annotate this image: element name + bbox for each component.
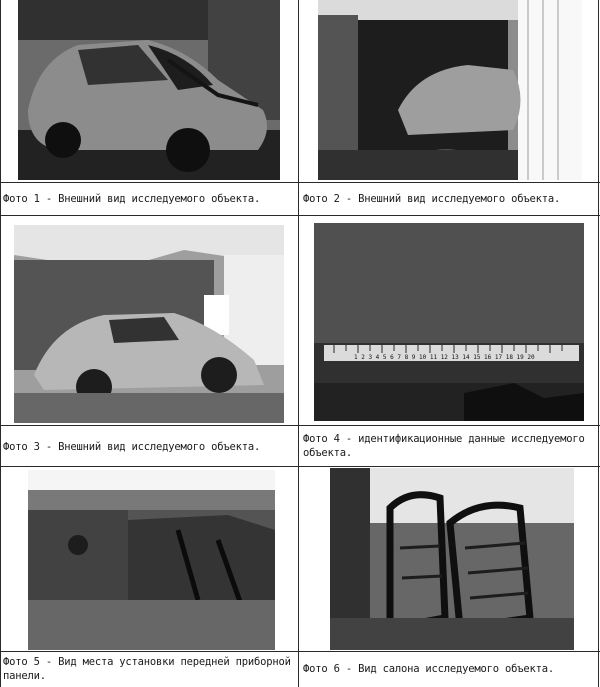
table-border-right bbox=[598, 0, 599, 687]
table-divider-center bbox=[298, 0, 299, 687]
photo-2-caption: Фото 2 - Внешний вид исследуемого объекта. bbox=[303, 193, 561, 205]
photo-6-caption: Фото 6 - Вид салона исследуемого объекта. bbox=[303, 663, 554, 675]
row-divider-4 bbox=[0, 466, 600, 467]
photo-6-burnt-interior-seats bbox=[330, 468, 574, 650]
row-divider-2 bbox=[0, 215, 600, 216]
table-border-left bbox=[0, 0, 1, 687]
photo-3-caption: Фото 3 - Внешний вид исследуемого объекта. bbox=[3, 441, 261, 453]
photo-1-caption: Фото 1 - Внешний вид исследуемого объекта. bbox=[3, 193, 261, 205]
photo-2-burnt-car-in-garage bbox=[318, 0, 582, 180]
row-divider-1 bbox=[0, 182, 600, 183]
photo-4-identification-plate-with-ruler bbox=[314, 223, 584, 421]
photo-3-burnt-car-side-view bbox=[14, 225, 284, 423]
row-divider-3 bbox=[0, 425, 600, 426]
photo-4-caption: Фото 4 - идентификационные данные исследуемого объекта. bbox=[303, 433, 585, 459]
ruler-numbers: 1 2 3 4 5 6 7 8 9 10 11 12 13 14 15 16 17 18 19 20 bbox=[354, 354, 535, 361]
photo-1-burnt-car-exterior bbox=[18, 0, 280, 180]
row-divider-5 bbox=[0, 651, 600, 652]
photo-5-dashboard-mount-area bbox=[28, 470, 275, 650]
photo-5-caption: Фото 5 - Вид места установки передней приборной панели. bbox=[3, 656, 291, 682]
